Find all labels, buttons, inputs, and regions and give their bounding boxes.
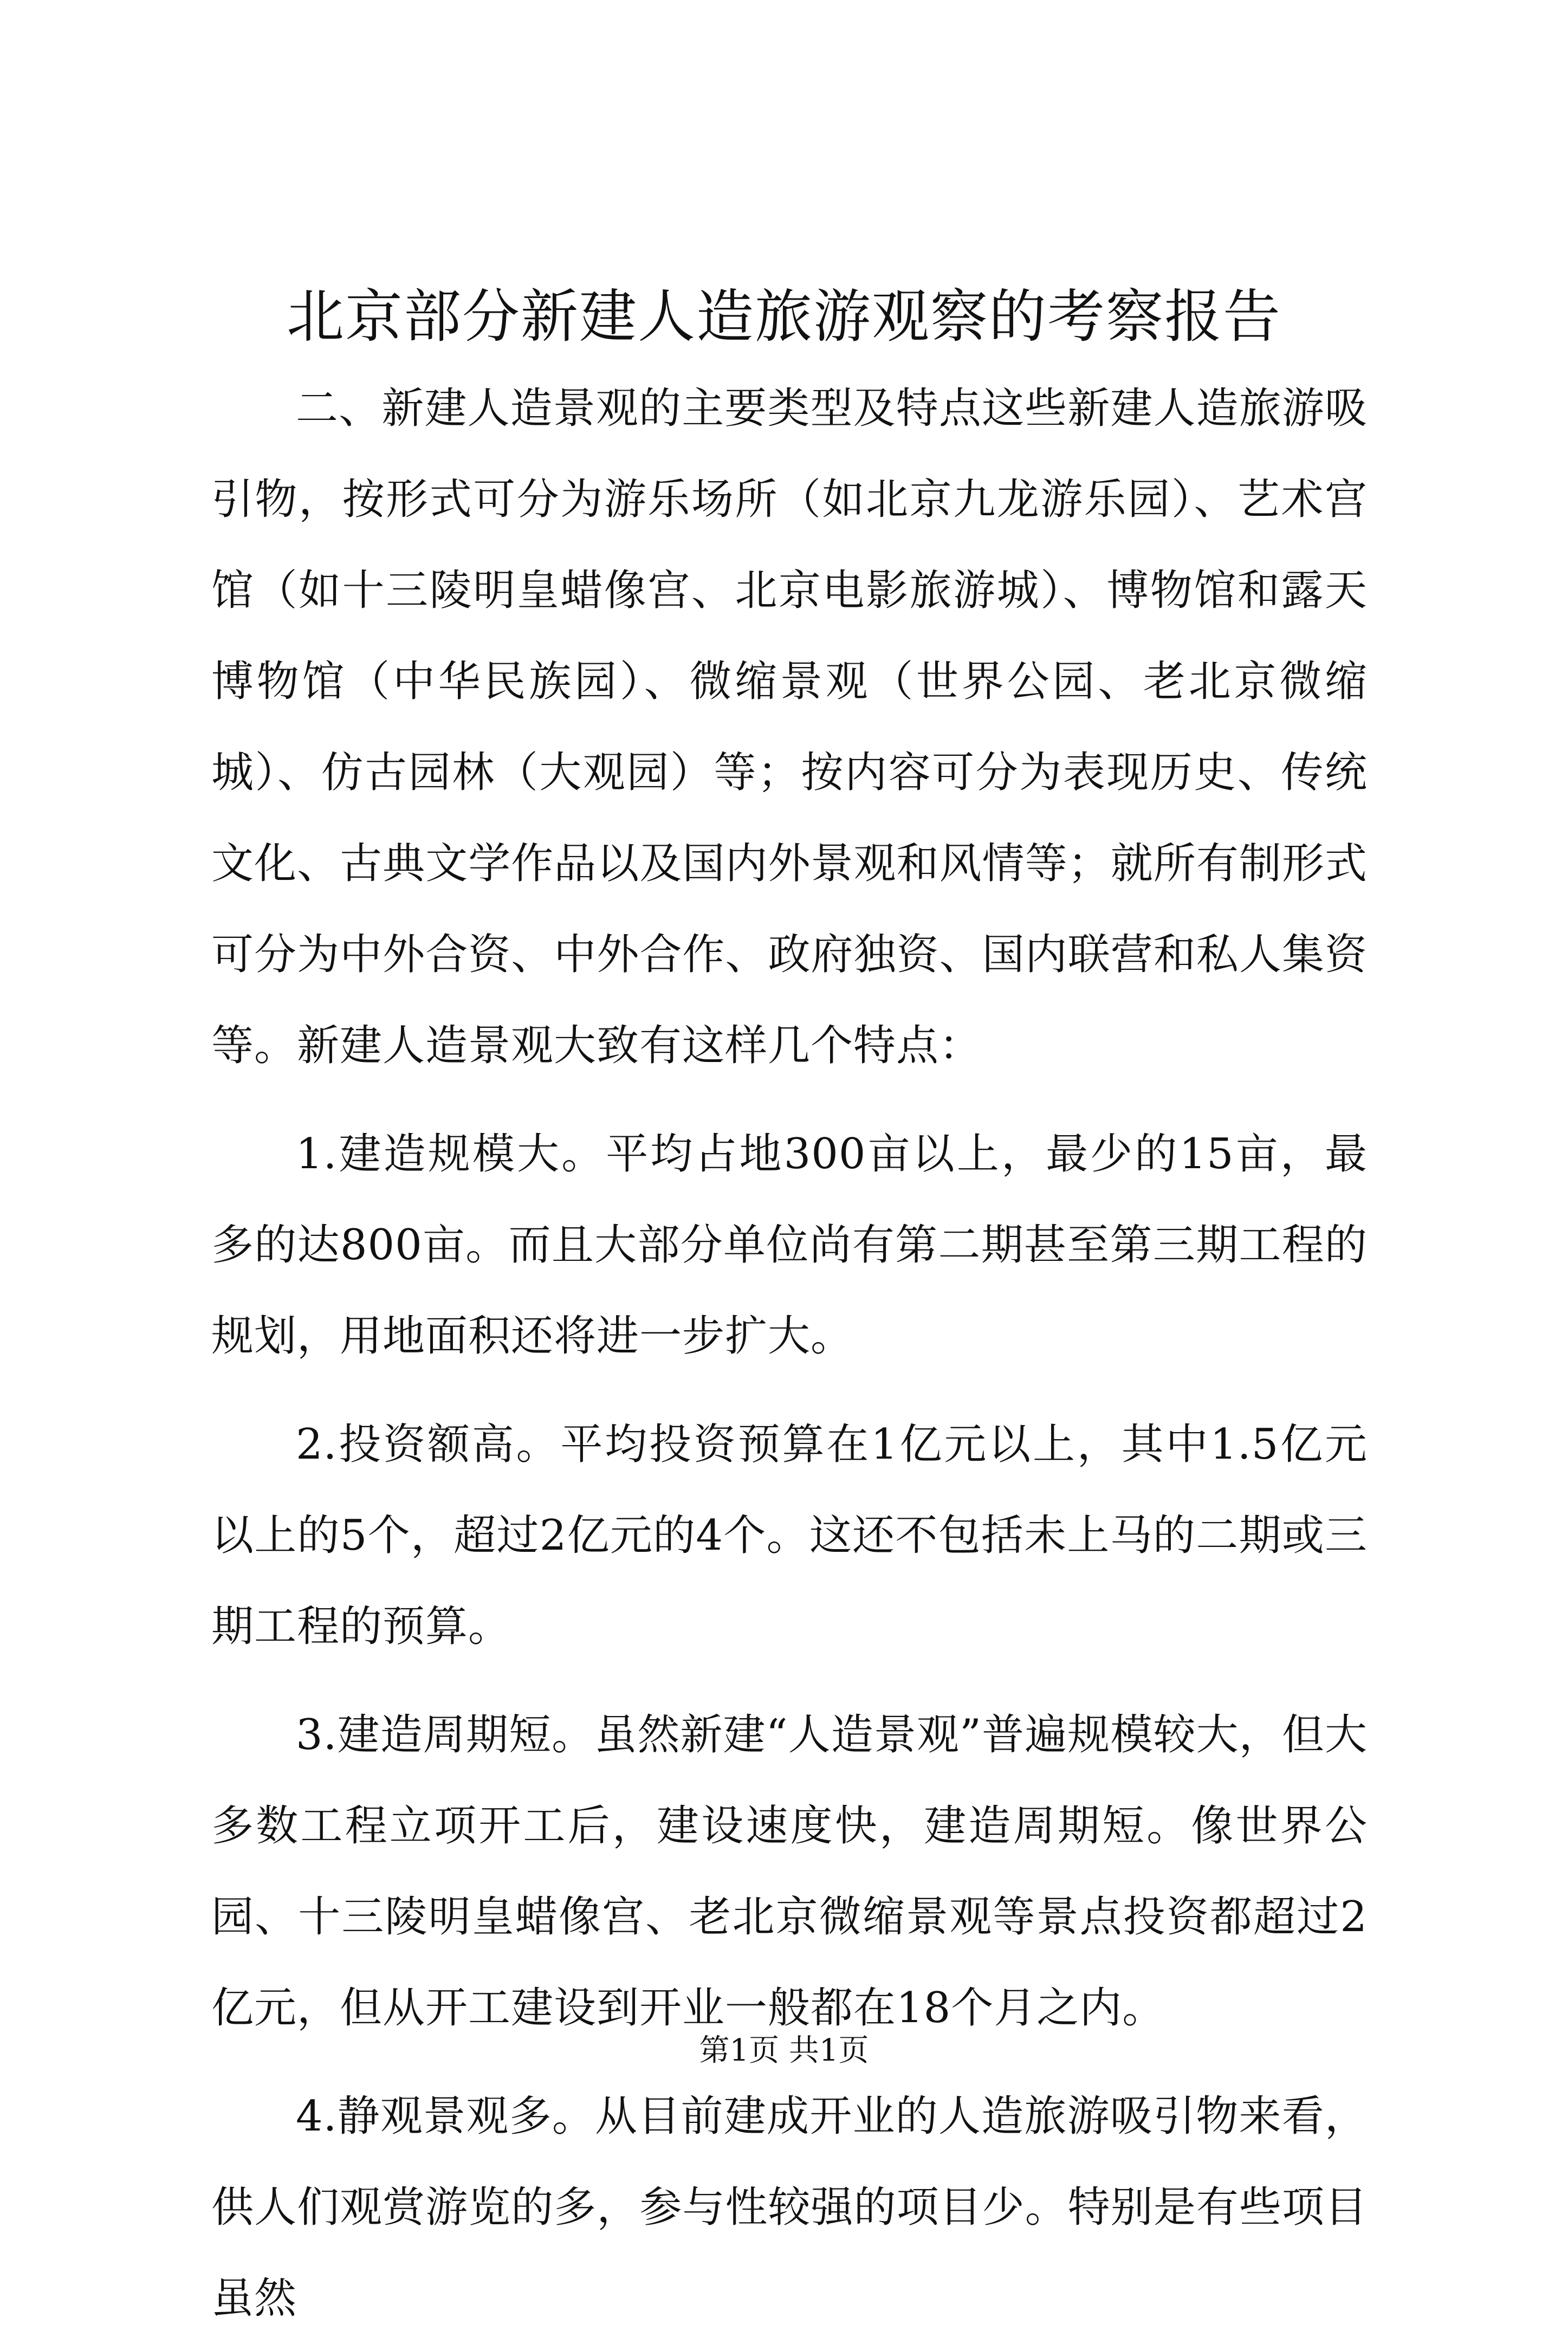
paragraph-static-landscapes: 4.静观景观多。从目前建成开业的人造旅游吸引物来看，供人们观赏游览的多，参与性较强的项目少。特别是有些项目虽然 (211, 2092, 1368, 2323)
paragraph-construction-period: 3.建造周期短。虽然新建“人造景观”普遍规模较大，但大多数工程立项开工后，建设速度快，建造周期短。像世界公园、十三陵明皇蜡像宫、老北京微缩景观等景点投资都超过2亿元，但从开工建设到开业一般都在18个月之内。 (211, 1711, 1368, 2032)
page-number-footer: 第1页 共1页 (699, 2033, 869, 2068)
paragraph-types-and-features: 二、新建人造景观的主要类型及特点这些新建人造旅游吸引物，按形式可分为游乐场所（如北京九龙游乐园）、艺术宫馆（如十三陵明皇蜡像宫、北京电影旅游城）、博物馆和露天博物馆（中华民族园）、微缩景观（世界公园、老北京微缩城）、仿古园林（大观园）等；按内容可分为表现历史、传统文化、古典文学作品以及国内外景观和风情等；就所有制形式可分为中外合资、中外合作、政府独资、国内联营和私人集资等。新建人造景观大致有这样几个特点： (211, 384, 1368, 1070)
document-title: 北京部分新建人造旅游观察的考察报告 (287, 283, 1281, 350)
paragraph-investment: 2.投资额高。平均投资预算在1亿元以上，其中1.5亿元以上的5个，超过2亿元的4个。这还不包括未上马的二期或三期工程的预算。 (211, 1420, 1368, 1651)
paragraph-scale: 1.建造规模大。平均占地300亩以上，最少的15亩，最多的达800亩。而且大部分单位尚有第二期甚至第三期工程的规划，用地面积还将进一步扩大。 (211, 1130, 1368, 1361)
